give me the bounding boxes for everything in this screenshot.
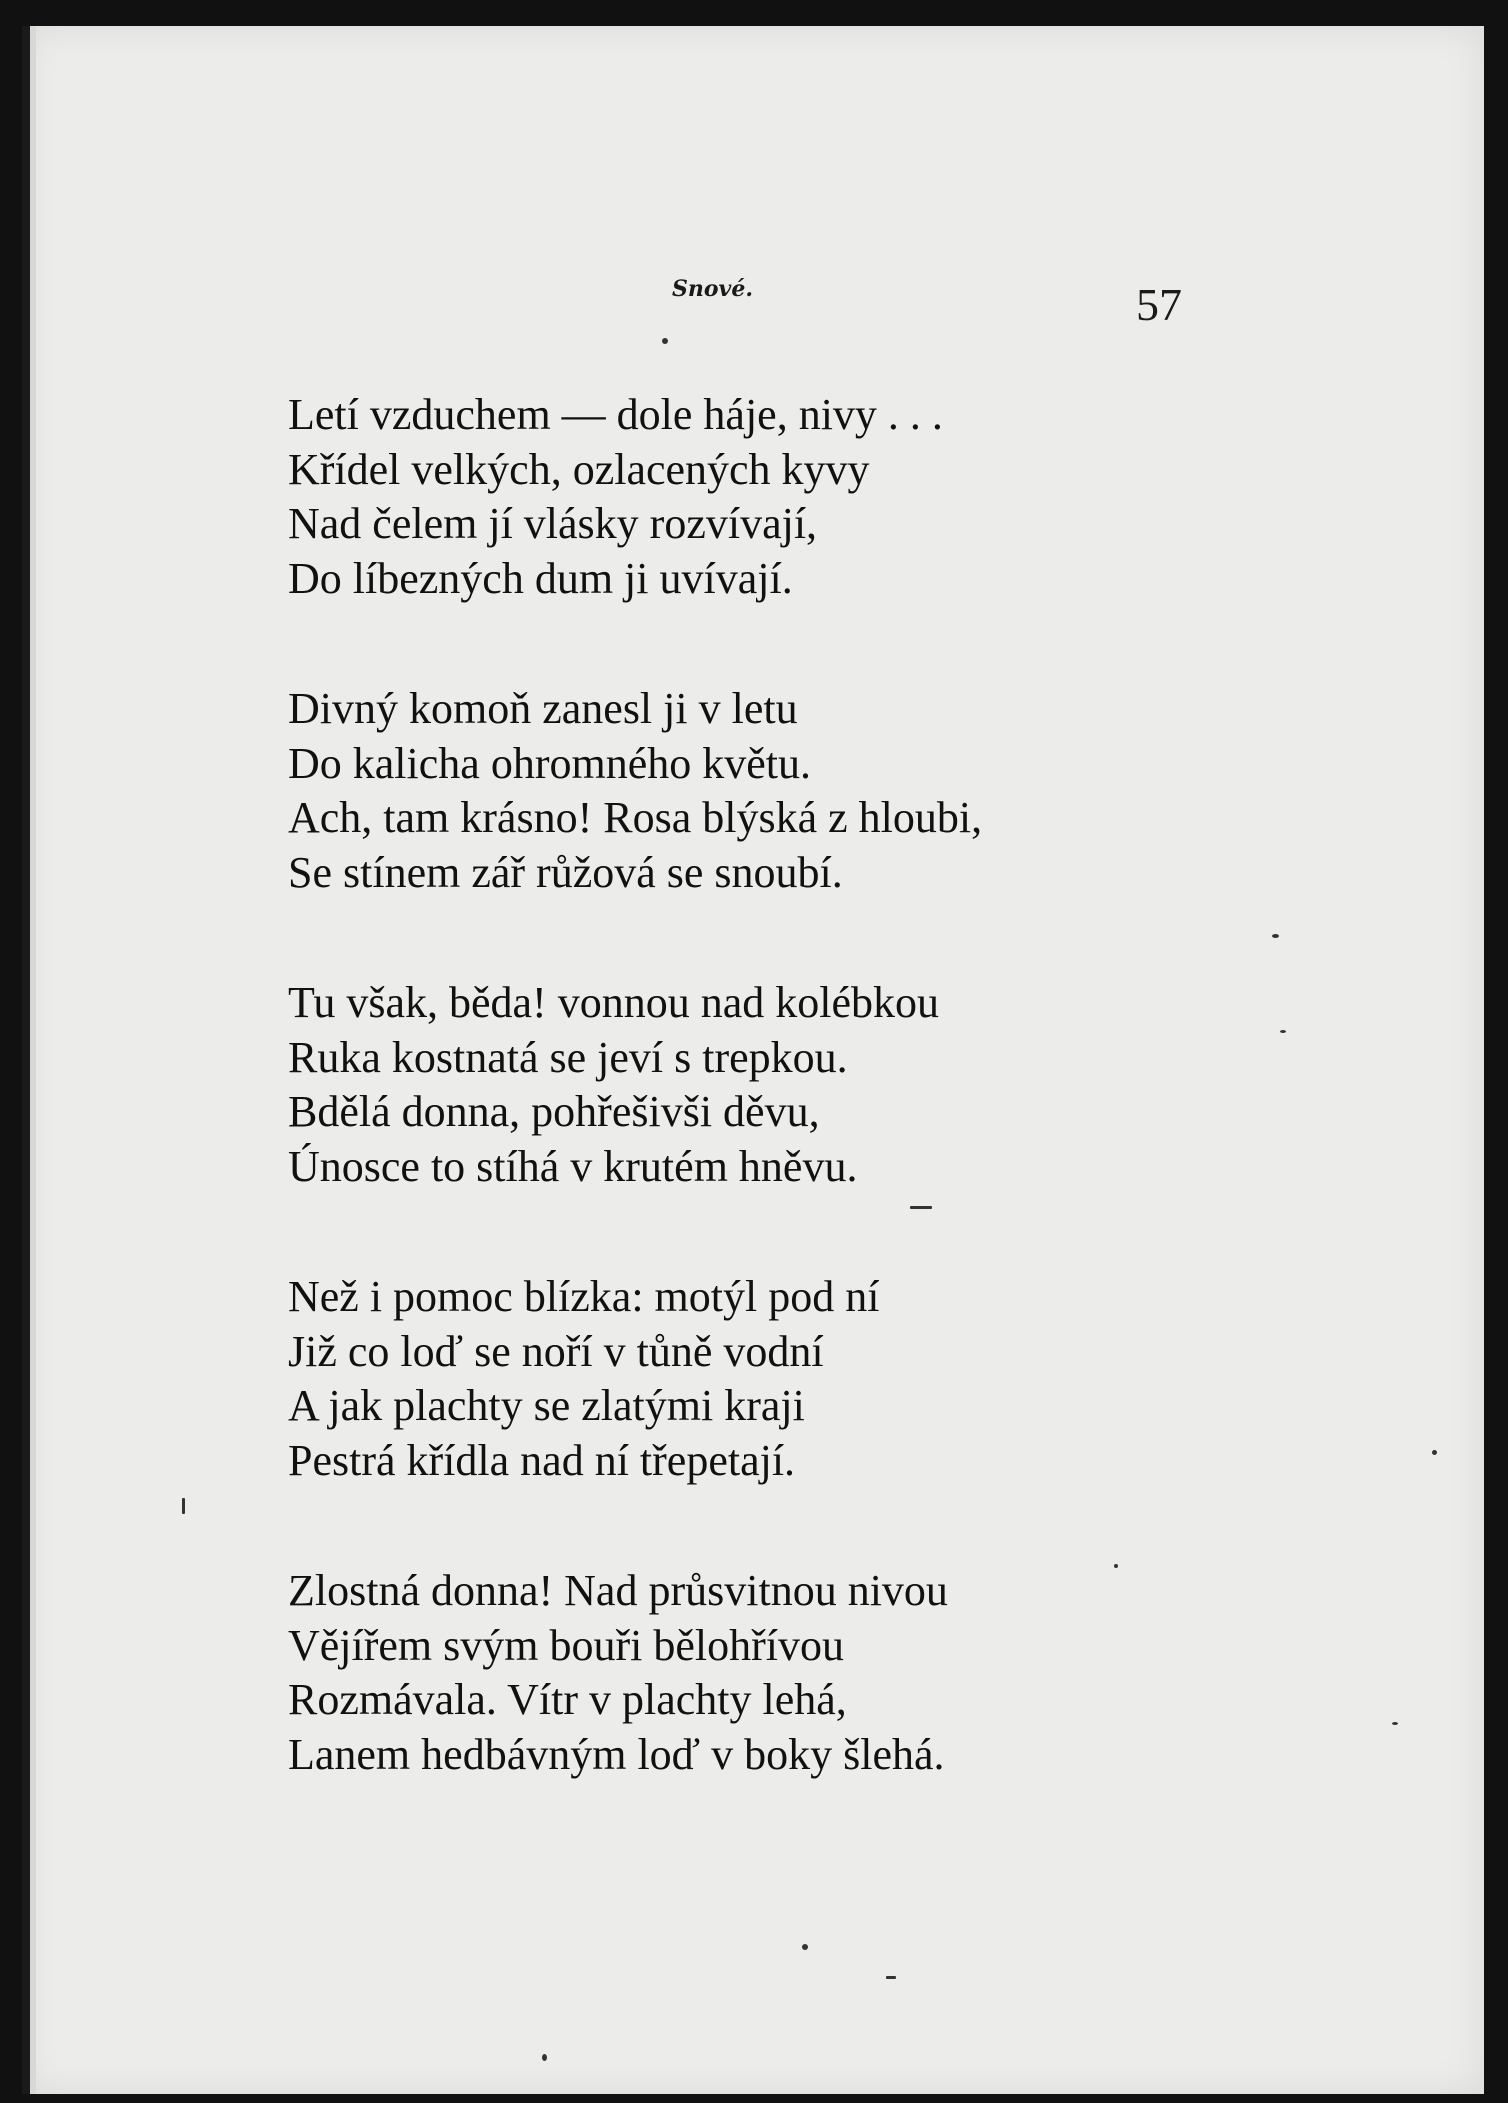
binding-edge [22,26,30,2094]
verse-line: Bdělá donna, pohřešivši děvu, [288,1087,820,1136]
verse-line: Nad čelem jí vlásky rozvívají, [288,499,818,548]
verse-line: Únosce to stíhá v krutém hněvu. [288,1141,858,1191]
verse-line: Letí vzduchem — dole háje, nivy . . . [288,390,943,439]
verse-line: A jak plachty se zlatými kraji [288,1381,805,1430]
paper-speck [182,1498,185,1514]
paper-speck [1432,1450,1437,1455]
verse-line: Křídel velkých, ozlacených kyvy [288,444,870,494]
verse-line: Než i pomoc blízka: motýl pod ní [288,1272,880,1321]
poem [288,388,1188,1858]
verse-line: Již co loď se noří v tůně vodní [288,1326,824,1376]
book-page [22,26,1484,2094]
paper-speck [1272,934,1279,938]
paper-speck [1114,1564,1118,1568]
paper-speck [662,338,668,344]
stanza [288,388,1188,606]
verse-line: Do kalicha ohromného květu. [288,738,811,788]
verse-line: Se stínem zář růžová se snoubí. [288,847,843,897]
paper-speck [886,1976,896,1979]
binding-gutter [30,26,36,2094]
verse-line: Tu však, běda! vonnou nad kolébkou [288,978,939,1027]
paper-speck [1392,1722,1398,1725]
verse-line: Lanem hedbávným loď v boky šlehá. [288,1729,945,1779]
stanza [288,682,1188,900]
stanza [288,976,1188,1194]
verse-line: Rozmávala. Vítr v plachty lehá, [288,1675,847,1724]
verse-line: Ach, tam krásno! Rosa blýská z hloubi, [288,793,983,842]
paper-speck [802,1944,808,1950]
verse-line: Divný komoň zanesl ji v letu [288,684,798,733]
verse-line: Do líbezných dum ji uvívají. [288,553,793,603]
verse-line: Pestrá křídla nad ní třepetají. [288,1435,796,1485]
verse-line: Ruka kostnatá se jeví s trepkou. [288,1032,848,1082]
paper-speck [542,2054,547,2061]
verse-line: Vějířem svým bouři bělohřívou [288,1620,845,1670]
stanza [288,1270,1188,1488]
paper-speck [1280,1030,1286,1033]
verse-line: Zlostná donna! Nad průsvitnou nivou [288,1566,948,1615]
paper-speck [910,1206,932,1209]
running-head: Snové. [672,276,753,302]
stanza [288,1564,1188,1782]
page-number: 57 [1136,279,1182,330]
